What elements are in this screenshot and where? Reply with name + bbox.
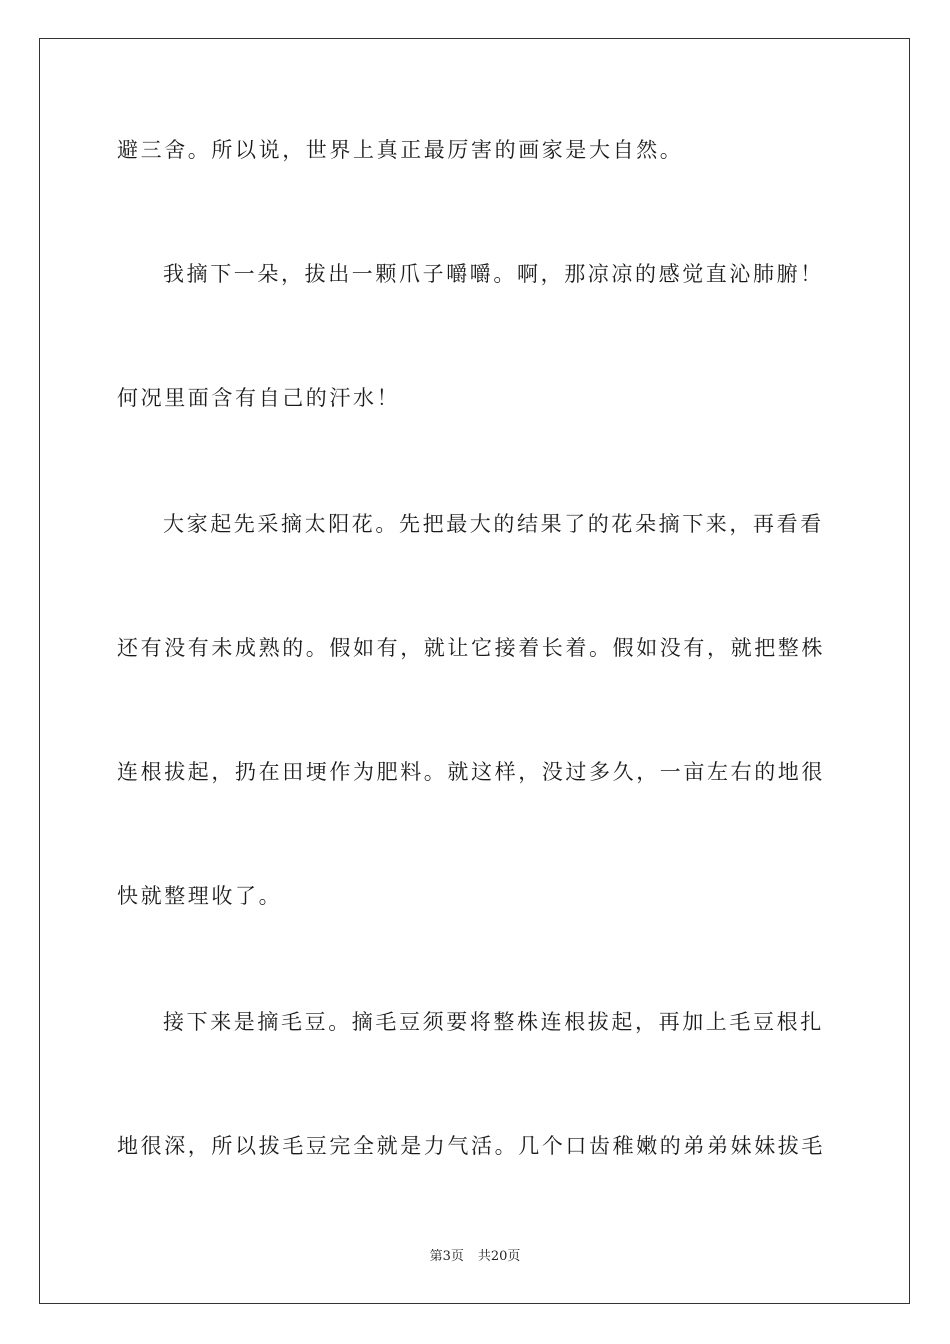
text-line: 快就整理收了。	[117, 884, 283, 908]
page-border	[39, 38, 910, 1304]
page-footer	[0, 1248, 950, 1266]
text-line: 避三舍。所以说，世界上真正最厉害的画家是大自然。	[117, 138, 684, 162]
text-line: 何况里面含有自己的汗水！	[117, 386, 401, 410]
text-line: 连根拔起，扔在田埂作为肥料。就这样，没过多久，一亩左右的地很	[117, 760, 825, 784]
text-line: 地很深，所以拔毛豆完全就是力气活。几个口齿稚嫩的弟弟妹妹拔毛	[117, 1134, 825, 1158]
paragraph-start-line: 接下来是摘毛豆。摘毛豆须要将整株连根拔起，再加上毛豆根扎	[163, 1010, 824, 1034]
text-line: 还有没有未成熟的。假如有，就让它接着长着。假如没有，就把整株	[117, 636, 825, 660]
paragraph-start-line: 我摘下一朵，拔出一颗爪子嚼嚼。啊，那凉凉的感觉直沁肺腑！	[163, 262, 824, 286]
paragraph-start-line: 大家起先采摘太阳花。先把最大的结果了的花朵摘下来，再看看	[163, 512, 824, 536]
page-number: 第3页	[429, 1249, 464, 1264]
page-total: 共20页	[477, 1249, 521, 1264]
